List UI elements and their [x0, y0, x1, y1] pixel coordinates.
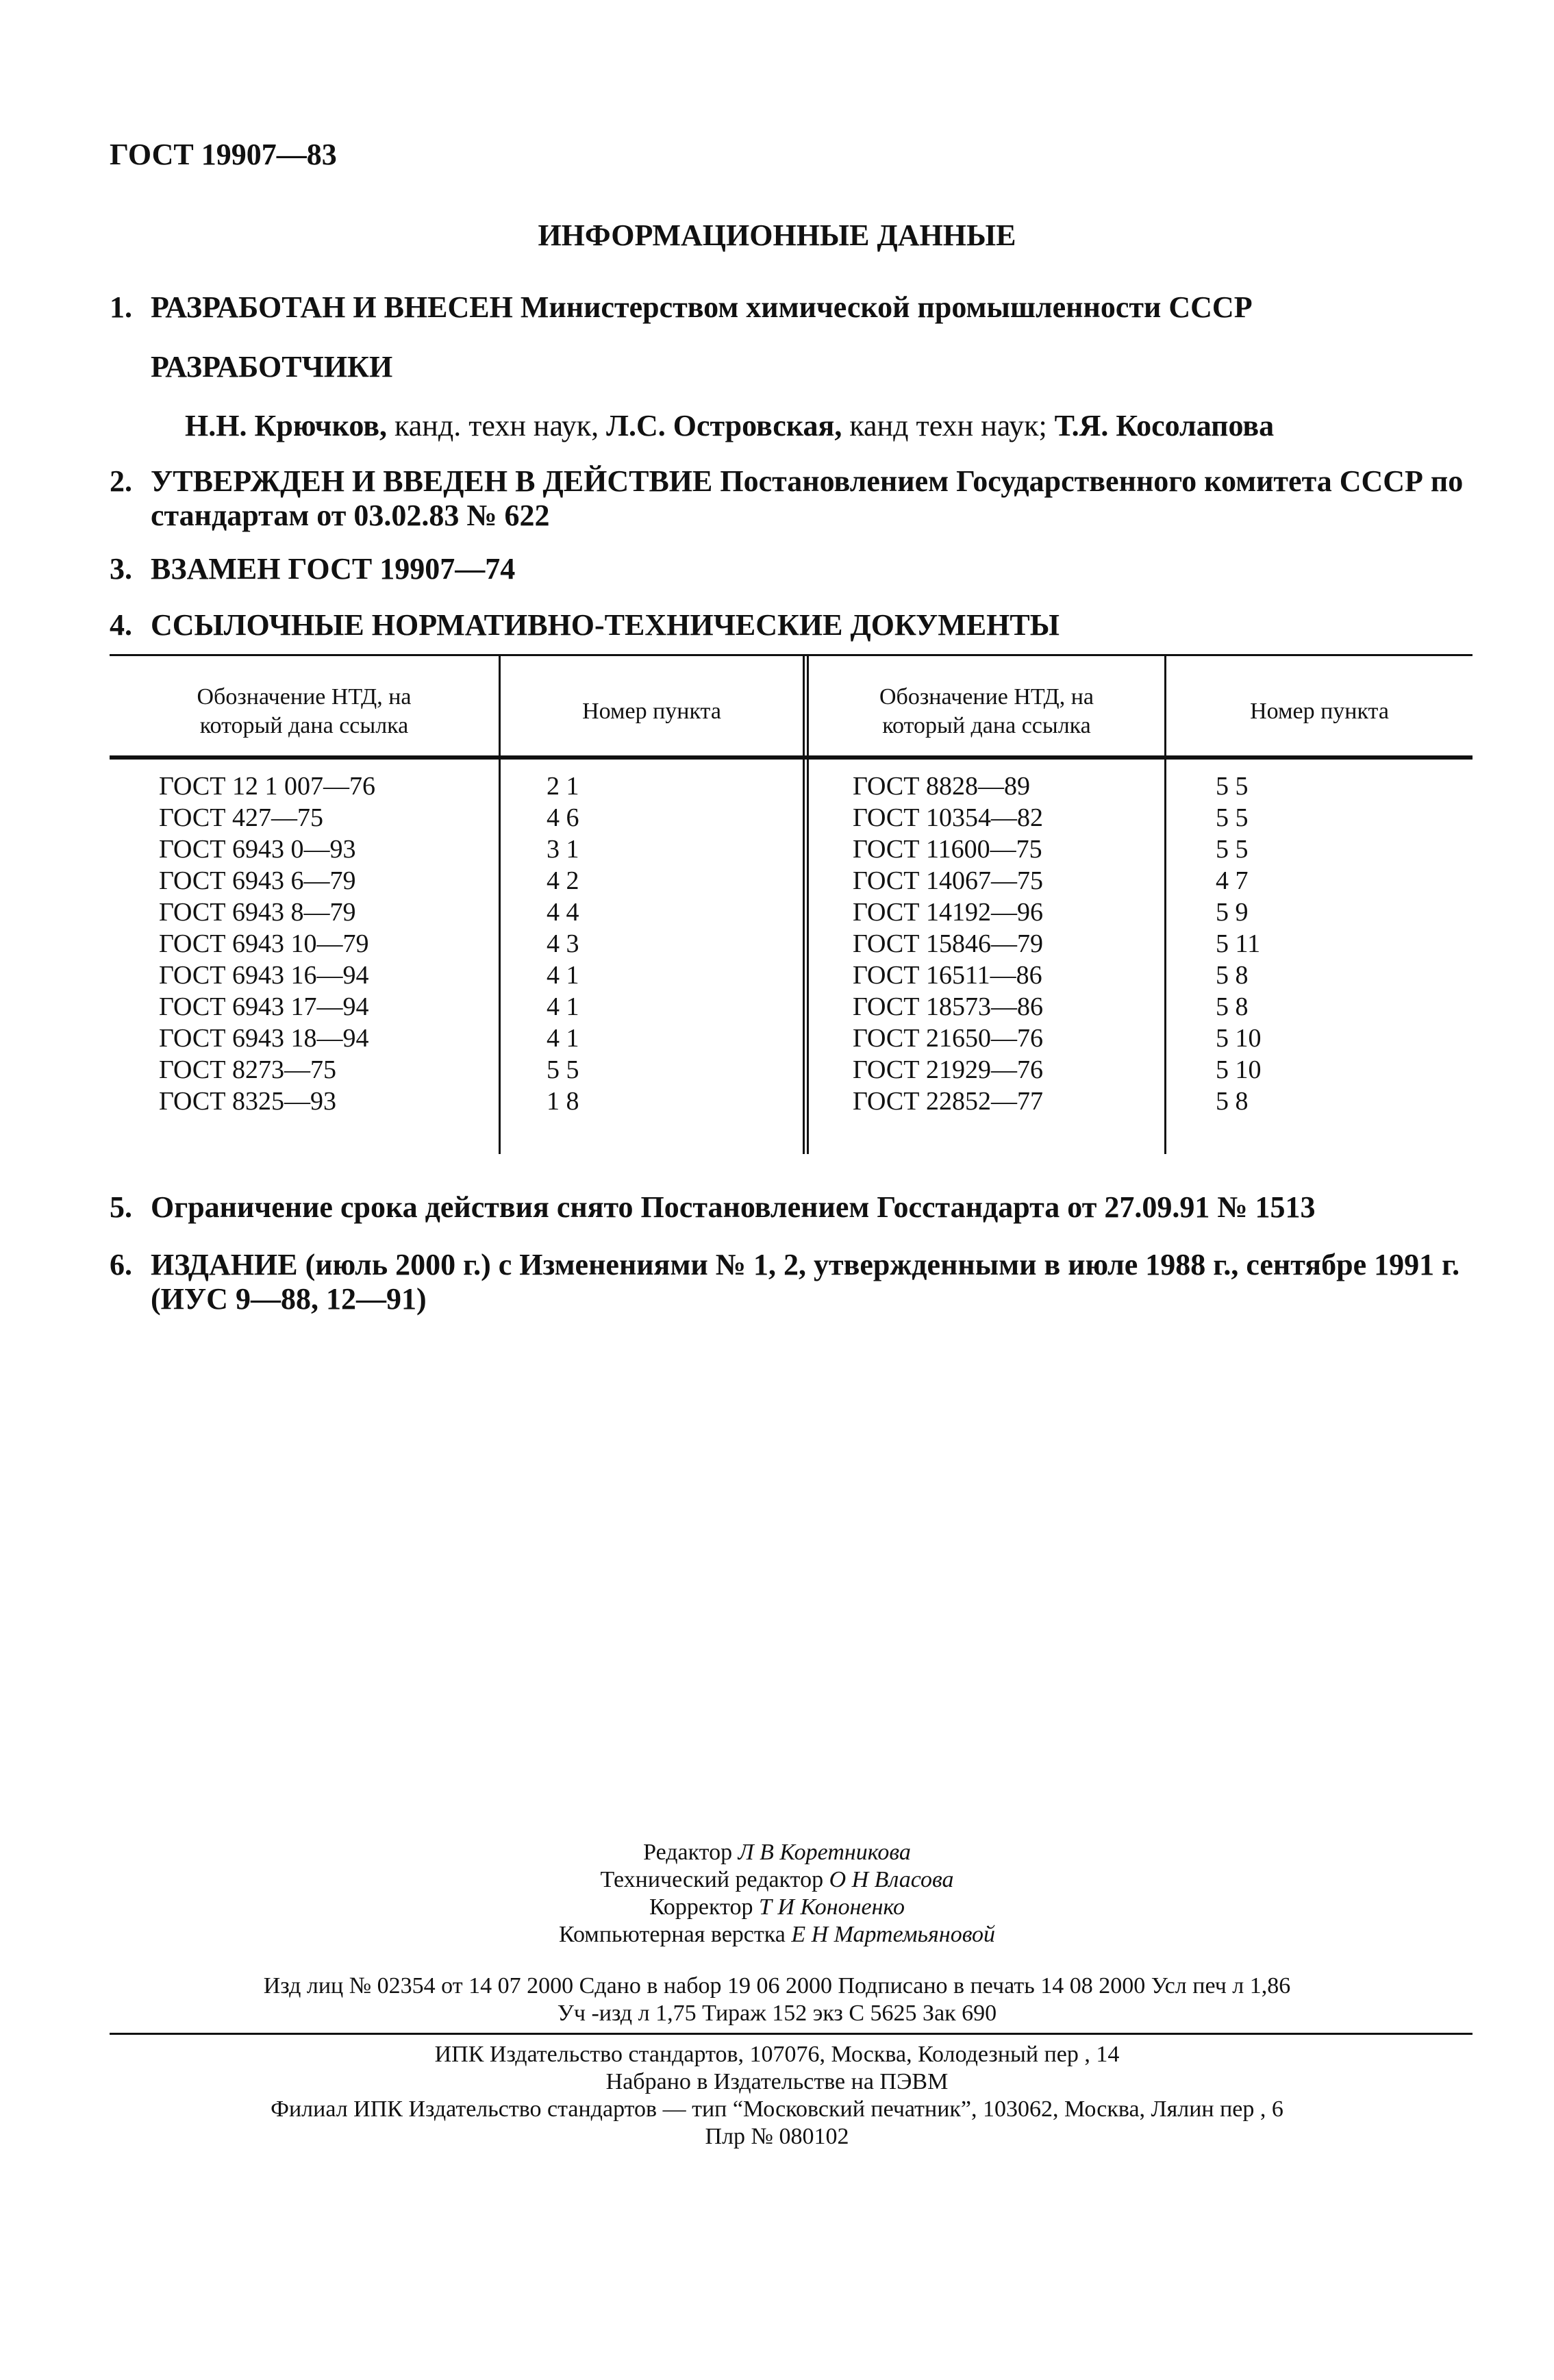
table-cell: ГОСТ 6943 10—79 [159, 929, 369, 958]
credit-name: Л В Коретникова [738, 1840, 911, 1865]
table-header-rule [110, 755, 1472, 760]
item-6-text [151, 1248, 1472, 1316]
table-cell: 3 1 [547, 835, 579, 864]
table-cell: 4 2 [547, 866, 579, 895]
table-cell: 5 5 [1216, 772, 1249, 801]
table-cell: 4 1 [547, 1024, 579, 1053]
table-cell: ГОСТ 14067—75 [853, 866, 1043, 895]
credit-name: Е Н Мартемьяновой [791, 1922, 996, 1947]
table-cell: 5 8 [1216, 1087, 1249, 1116]
header-line: Обозначение НТД, на [197, 684, 412, 710]
item-4-text: ССЫЛОЧНЫЕ НОРМАТИВНО-ТЕХНИЧЕСКИЕ ДОКУМЕНТЫ [151, 608, 1060, 642]
item-6 [110, 1248, 151, 1282]
table-cell: ГОСТ 8273—75 [159, 1055, 336, 1084]
item-2-rest: Постановлением Государственного комитета СССР по стандартам от 03.02.83 № 622 [151, 464, 1464, 532]
table-cell: 4 3 [547, 929, 579, 958]
address-line: Набрано в Издательстве на ПЭВМ [605, 2069, 949, 2094]
item-6-number: 6. [110, 1248, 132, 1281]
item-1-number: 1. [110, 290, 132, 324]
right-clause-column [1216, 771, 1262, 1117]
publishing-rule [110, 2033, 1472, 2035]
credit-tech-editor [0, 1866, 1554, 1894]
credit-editor [0, 1839, 1554, 1866]
developer-name: Т.Я. Косолапова [1054, 409, 1275, 442]
table-cell: 4 7 [1216, 866, 1249, 895]
column-divider [1164, 654, 1166, 1154]
item-3 [110, 552, 515, 586]
developer-degree: канд. техн наук, [387, 409, 607, 442]
left-clause-column [547, 771, 579, 1117]
address-line: ИПК Издательство стандартов, 107076, Москва, Колодезный пер , 14 [434, 2042, 1120, 2067]
item-6-rest: (июль 2000 г.) с Изменениями № 1, 2, утвержденными в июле 1988 г., сентябре 1991 г. (ИУС 9—88, 12—91) [151, 1248, 1460, 1316]
table-cell: 2 1 [547, 772, 579, 801]
column-divider [499, 654, 501, 1154]
table-cell: 5 8 [1216, 992, 1249, 1021]
right-designation-column [853, 771, 1043, 1117]
address-line: Филиал ИПК Издательство стандартов — тип “Московский печатник”, 103062, Москва, Лялин пер , 6 [271, 2096, 1283, 2122]
header-line: который дана ссылка [882, 713, 1091, 738]
credit-name: Т И Кононенко [759, 1894, 905, 1920]
table-top-rule [110, 654, 1472, 656]
table-cell: ГОСТ 11600—75 [853, 835, 1042, 864]
developers-list [185, 408, 1274, 443]
item-3-text: ВЗАМЕН ГОСТ 19907—74 [151, 552, 516, 586]
table-cell: 5 5 [1216, 803, 1249, 832]
credit-label: Редактор [643, 1840, 733, 1865]
developers-heading: РАЗРАБОТЧИКИ [151, 350, 393, 384]
table-cell: ГОСТ 6943 0—93 [159, 835, 356, 864]
table-cell: 5 5 [1216, 835, 1249, 864]
item-2-lead: УТВЕРЖДЕН И ВВЕДЕН В ДЕЙСТВИЕ [151, 464, 713, 498]
table-cell: 1 8 [547, 1087, 579, 1116]
header-line: Обозначение НТД, на [879, 684, 1094, 710]
item-2-text [151, 464, 1472, 533]
table-cell: 5 10 [1216, 1055, 1262, 1084]
developer-name: Л.С. Островская, [606, 409, 842, 442]
header-clause-right: Номер пункта [1250, 699, 1389, 724]
table-cell: ГОСТ 6943 6—79 [159, 866, 356, 895]
editorial-credits [0, 1839, 1554, 1949]
publishing-line: Уч -изд л 1,75 Тираж 152 экз С 5625 Зак 690 [557, 2001, 997, 2026]
item-1-text: Министерством химической промышленности СССР [512, 290, 1253, 324]
item-5-text: Ограничение срока действия снято Постановлением Госстандарта от 27.09.91 № 1513 [151, 1190, 1316, 1224]
table-cell: ГОСТ 6943 8—79 [159, 898, 356, 927]
table-cell: 5 9 [1216, 898, 1249, 927]
header-designation-left [110, 683, 499, 740]
item-2-number: 2. [110, 464, 132, 498]
credit-corrector [0, 1894, 1554, 1921]
header-line: который дана ссылка [199, 713, 409, 738]
table-cell: ГОСТ 16511—86 [853, 961, 1042, 990]
table-cell: ГОСТ 6943 16—94 [159, 961, 369, 990]
credit-label: Компьютерная верстка [558, 1922, 786, 1947]
column-divider [803, 654, 805, 1154]
table-cell: 5 5 [547, 1055, 579, 1084]
item-5 [110, 1190, 1316, 1225]
table-cell: ГОСТ 22852—77 [853, 1087, 1043, 1116]
table-cell: ГОСТ 15846—79 [853, 929, 1043, 958]
item-3-number: 3. [110, 552, 132, 586]
credit-layout [0, 1921, 1554, 1949]
table-cell: ГОСТ 10354—82 [853, 803, 1043, 832]
table-cell: ГОСТ 6943 18—94 [159, 1024, 369, 1053]
table-cell: ГОСТ 8325—93 [159, 1087, 336, 1116]
table-cell: 4 1 [547, 992, 579, 1021]
table-cell: ГОСТ 12 1 007—76 [159, 772, 375, 801]
reference-documents-table [110, 654, 1472, 1154]
table-cell: 5 11 [1216, 929, 1261, 958]
credit-label: Технический редактор [600, 1867, 824, 1892]
table-cell: ГОСТ 21929—76 [853, 1055, 1043, 1084]
left-designation-column [159, 771, 375, 1117]
table-cell: ГОСТ 14192—96 [853, 898, 1043, 927]
table-cell: 5 10 [1216, 1024, 1262, 1053]
table-cell: 5 8 [1216, 961, 1249, 990]
table-cell: ГОСТ 18573—86 [853, 992, 1043, 1021]
publishing-line: Изд лиц № 02354 от 14 07 2000 Сдано в набор 19 06 2000 Подписано в печать 14 08 2000 Усл печ л 1,86 [263, 1973, 1291, 1999]
publisher-address [0, 2041, 1554, 2151]
table-cell: ГОСТ 6943 17—94 [159, 992, 369, 1021]
item-4-number: 4. [110, 608, 132, 642]
credit-name: О Н Власова [829, 1867, 954, 1892]
table-cell: 4 4 [547, 898, 579, 927]
item-6-lead: ИЗДАНИЕ [151, 1248, 298, 1281]
header-clause-left: Номер пункта [582, 699, 721, 724]
header-designation-right [809, 683, 1164, 740]
table-cell: ГОСТ 427—75 [159, 803, 323, 832]
developer-name: Н.Н. Крючков, [185, 409, 388, 442]
item-1 [110, 290, 1253, 325]
table-cell: ГОСТ 21650—76 [853, 1024, 1043, 1053]
item-5-number: 5. [110, 1190, 132, 1224]
developer-degree: канд техн наук; [842, 409, 1055, 442]
credit-label: Корректор [649, 1894, 753, 1920]
page-title: ИНФОРМАЦИОННЫЕ ДАННЫЕ [538, 218, 1016, 252]
publishing-info [0, 1972, 1554, 2027]
standard-code: ГОСТ 19907—83 [110, 138, 337, 171]
item-1-lead: РАЗРАБОТАН И ВНЕСЕН [151, 290, 513, 324]
item-2 [110, 464, 151, 499]
table-cell: 4 1 [547, 961, 579, 990]
item-4 [110, 608, 1060, 642]
table-cell: ГОСТ 8828—89 [853, 772, 1030, 801]
table-cell: 4 6 [547, 803, 579, 832]
address-line: Плр № 080102 [705, 2124, 849, 2149]
